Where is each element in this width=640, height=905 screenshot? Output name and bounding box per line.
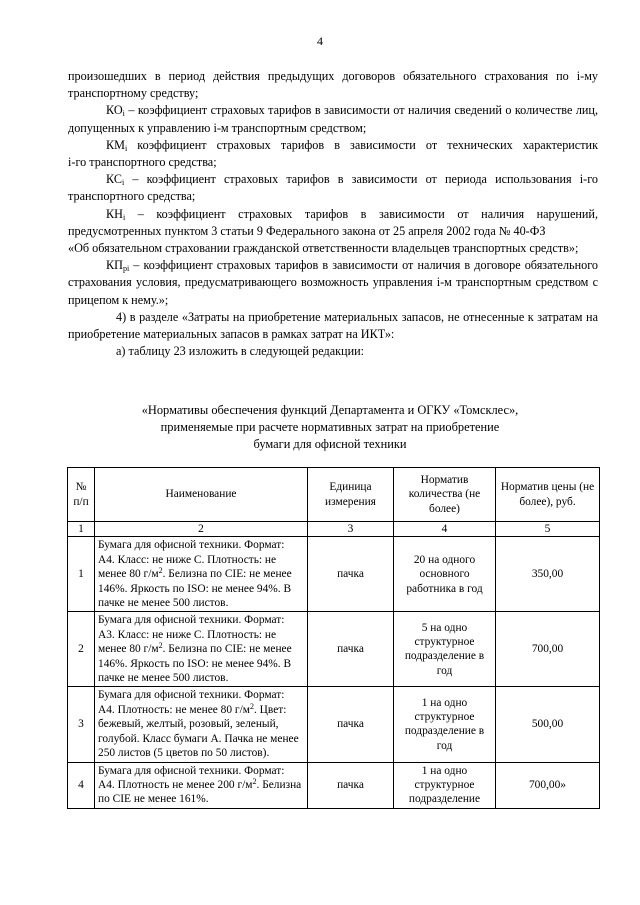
header-qty: Норматив количества (не более) bbox=[394, 468, 496, 522]
row-qty: 20 на одного основного работника в год bbox=[394, 537, 496, 612]
row-name bbox=[95, 687, 308, 762]
norms-table bbox=[67, 467, 600, 809]
paragraph-km-text: коэффициент страховых тарифов в зависимости от технических характеристик bbox=[127, 137, 598, 152]
table-title-line-2: применяемые при расчете нормативных затрат на приобретение bbox=[160, 420, 500, 435]
symbol-kn: КН bbox=[106, 206, 123, 221]
index-cell: 2 bbox=[95, 522, 308, 537]
row-name-part: Бумага для офисной техники. Формат: А4. Плотность: не менее 80 г/м bbox=[98, 689, 285, 716]
paragraph-kn-cont: «Об обязательном страховании гражданской ответственности владельцев транспортных средств»; bbox=[68, 241, 579, 256]
symbol-kp: КП bbox=[106, 258, 123, 273]
page-number: 4 bbox=[317, 34, 323, 48]
row-num: 1 bbox=[68, 537, 95, 612]
paragraph-ko bbox=[68, 102, 598, 136]
row-num: 4 bbox=[68, 762, 95, 808]
paragraph-kn-text: – коэффициент страховых тарифов в зависимости от наличия нарушений, предусмотренных пунктом 3 статьи 9 Федерального закона от 25 апреля 2002 года № 40-ФЗ bbox=[68, 206, 598, 238]
row-name bbox=[95, 612, 308, 687]
paragraph-kp bbox=[68, 257, 598, 309]
index-cell: 5 bbox=[496, 522, 600, 537]
index-cell: 4 bbox=[394, 522, 496, 537]
row-price: 700,00» bbox=[496, 762, 600, 808]
table-title-line-1: «Нормативы обеспечения функций Департамента и ОГКУ «Томсклес», bbox=[141, 403, 519, 417]
symbol-kp-sub: pi bbox=[122, 264, 130, 274]
table-row bbox=[68, 537, 600, 612]
row-price: 700,00 bbox=[496, 612, 600, 687]
paragraph-km-cont: i-го транспортного средства; bbox=[68, 155, 217, 170]
row-name-sup: 2 bbox=[249, 701, 254, 711]
paragraph-table-23: а) таблицу 23 изложить в следующей редакции: bbox=[116, 344, 365, 359]
index-cell: 3 bbox=[308, 522, 394, 537]
table-title bbox=[60, 402, 600, 454]
header-price: Норматив цены (не более), руб. bbox=[496, 468, 600, 522]
row-name bbox=[95, 762, 308, 808]
row-name-part: . Белизна по CIE: не менее 146%. Яркость по ISO: не менее 94%. В пачке не менее 500 листов. bbox=[98, 643, 292, 685]
row-name-part: Бумага для офисной техники. Формат: А3. Класс: не ниже С. Плотность: не менее 80 г/м bbox=[98, 614, 285, 656]
row-name-sup: 2 bbox=[158, 641, 163, 651]
table-title-line-3: бумаги для офисной техники bbox=[253, 437, 407, 452]
symbol-kc-sub: i bbox=[121, 178, 125, 188]
paragraph-1: произошедших в период действия предыдущих договоров обязательного страхования по i-му транспортному средству; bbox=[68, 69, 598, 101]
row-num: 2 bbox=[68, 612, 95, 687]
row-qty: 5 на одно структурное подразделение в год bbox=[394, 612, 496, 687]
paragraph-ko-text: – коэффициент страховых тарифов в зависимости от наличия сведений о количестве лиц, допущенных к управлению i-м транспортным средством; bbox=[68, 103, 598, 135]
row-name-sup: 2 bbox=[252, 776, 257, 786]
paragraph-km bbox=[68, 137, 598, 154]
row-name-part: . Цвет: бежевый, желтый, розовый, зеленый, голубой. Класс бумаги А. Пачка не менее 250 листов (5 цветов по 50 листов). bbox=[98, 703, 299, 760]
row-price: 500,00 bbox=[496, 687, 600, 762]
row-name-part: Бумага для офисной техники. Формат: А4. Плотность не менее 200 г/м bbox=[98, 764, 285, 791]
row-name bbox=[95, 537, 308, 612]
row-unit: пачка bbox=[308, 537, 394, 612]
row-num: 3 bbox=[68, 687, 95, 762]
body-text bbox=[68, 68, 598, 360]
row-qty: 1 на одно структурное подразделение в год bbox=[394, 687, 496, 762]
index-cell: 1 bbox=[68, 522, 95, 537]
row-name-part: . Белизна по CIE: не менее 146%. Яркость по ISO: не менее 94%. В пачке не менее 500 листов. bbox=[98, 568, 292, 610]
header-num: № п/п bbox=[68, 468, 95, 522]
paragraph-kp-text: – коэффициент страховых тарифов в зависимости от наличия в договоре обязательного страхования условия, предусматривающего возможность управления i-м транспортным средством с прицепом к нему.»; bbox=[68, 258, 598, 307]
symbol-kc: КС bbox=[106, 172, 122, 187]
symbol-km: КМ bbox=[106, 137, 125, 152]
paragraph-section-4: 4) в разделе «Затраты на приобретение материальных запасов, не отнесенные к затратам на приобретение материальных запасов в рамках затрат на ИКТ»: bbox=[68, 309, 598, 342]
row-name-part: Бумага для офисной техники. Формат: А4. Класс: не ниже С. Плотность: не менее 80 г/м bbox=[98, 539, 285, 581]
symbol-ko-sub: i bbox=[122, 109, 125, 119]
symbol-kn-sub: i bbox=[122, 212, 126, 222]
paragraph-kn bbox=[68, 206, 598, 240]
row-qty: 1 на одно структурное подразделение bbox=[394, 762, 496, 808]
symbol-km-sub: i bbox=[124, 143, 128, 153]
row-unit: пачка bbox=[308, 612, 394, 687]
table-index-row bbox=[68, 522, 600, 537]
table-row bbox=[68, 762, 600, 808]
row-unit: пачка bbox=[308, 762, 394, 808]
header-unit: Единица измерения bbox=[308, 468, 394, 522]
row-name-sup: 2 bbox=[158, 566, 163, 576]
header-name: Наименование bbox=[95, 468, 308, 522]
table-row bbox=[68, 687, 600, 762]
symbol-ko: КО bbox=[106, 103, 123, 118]
table-row bbox=[68, 612, 600, 687]
row-name-part: . Белизна по CIE не менее 161%. bbox=[98, 778, 302, 806]
table-header-row bbox=[68, 468, 600, 522]
paragraph-kc bbox=[68, 171, 598, 205]
row-unit: пачка bbox=[308, 687, 394, 762]
row-price: 350,00 bbox=[496, 537, 600, 612]
paragraph-kc-text: – коэффициент страховых тарифов в зависимости от периода использования i-го транспортного средства; bbox=[68, 172, 598, 204]
